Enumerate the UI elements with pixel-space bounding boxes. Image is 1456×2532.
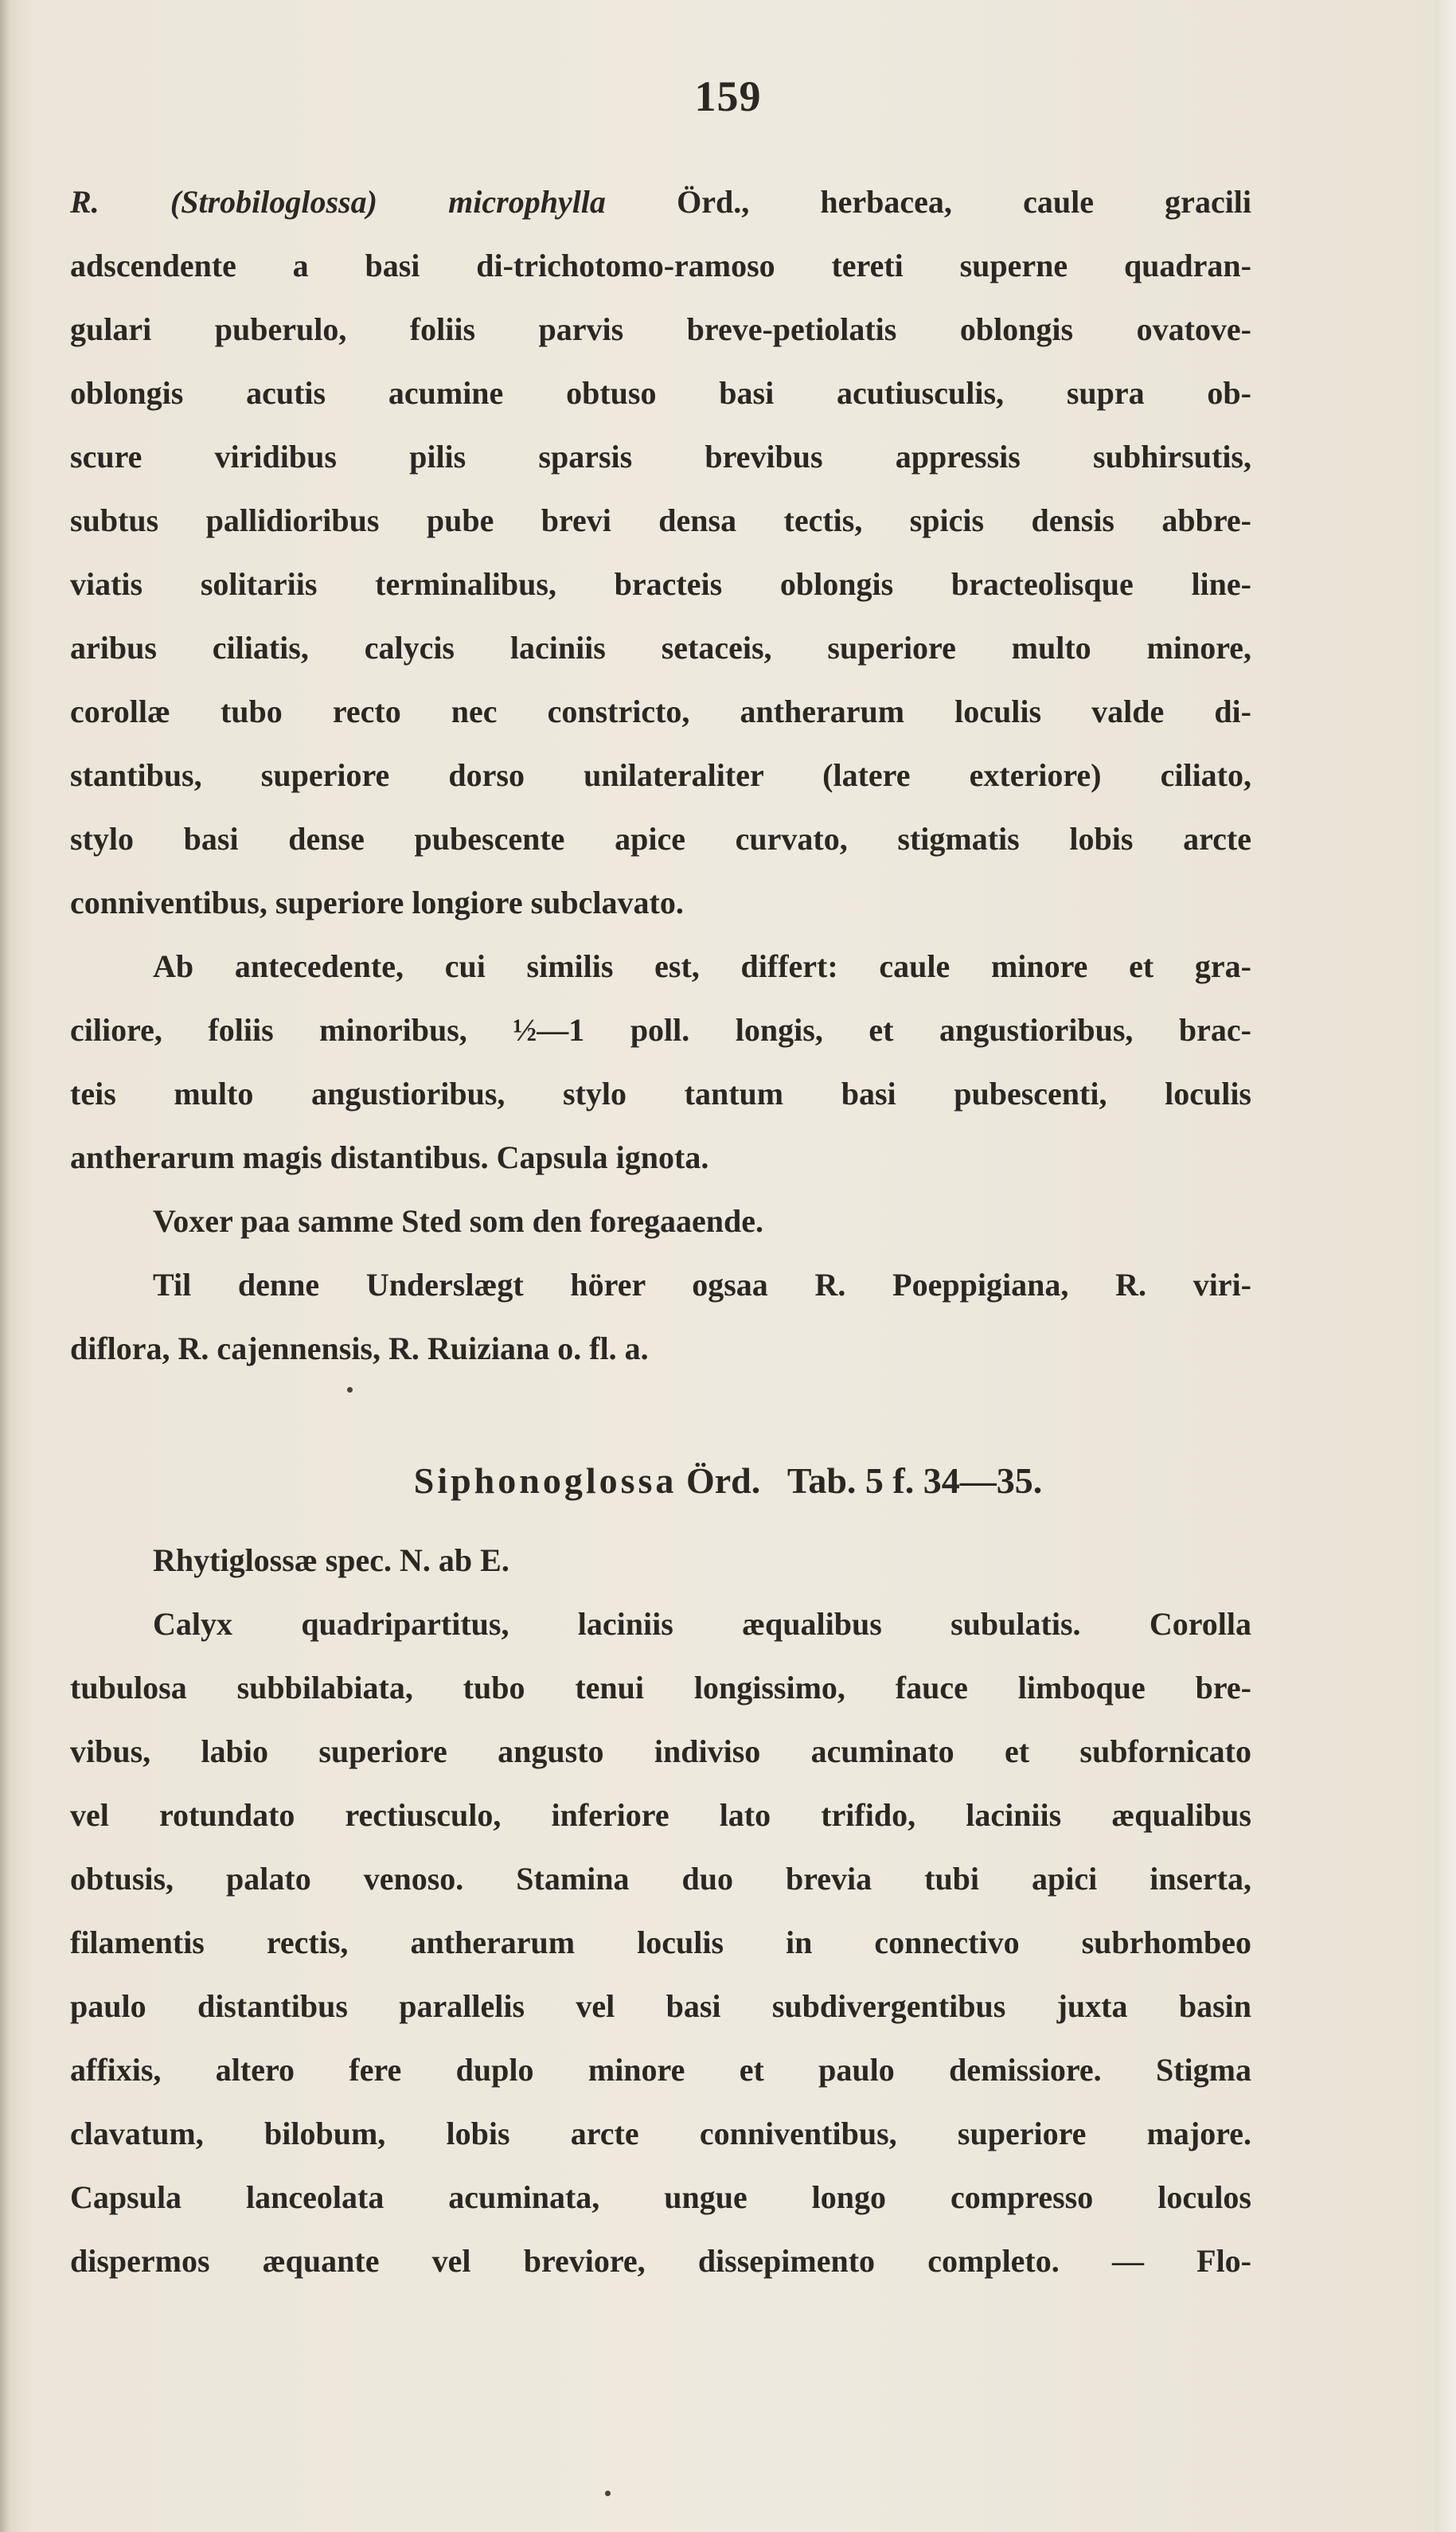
paragraph-2-line: antherarum magis distantibus. Capsula ignota. <box>70 1139 709 1175</box>
paragraph-5-line: paulo distantibus parallelis vel basi subdivergentibus juxta basin <box>70 1988 1251 2024</box>
paragraph-2-line: ciliore, foliis minoribus, ½—1 poll. longis, et angustioribus, brac- <box>70 1012 1251 1048</box>
section-name: (Strobiloglossa) <box>170 184 377 220</box>
paragraph-4-line: diflora, R. cajennensis, R. Ruiziana o. fl. a. <box>70 1330 649 1366</box>
paragraph-5-line: clavatum, bilobum, lobis arcte conniventibus, superiore majore. <box>70 2116 1251 2151</box>
ink-speck <box>605 2491 611 2496</box>
paragraph-5-line: tubulosa subbilabiata, tubo tenui longissimo, fauce limboque bre- <box>70 1670 1251 1706</box>
species-description-start: Örd., herbacea, caule gracili <box>677 184 1252 220</box>
paragraph-1-line: adscendente a basi di-trichotomo-ramoso tereti superne quadran- <box>70 248 1251 283</box>
paragraph-2-line: teis multo angustioribus, stylo tantum basi pubescenti, loculis <box>70 1076 1251 1112</box>
paragraph-5-line: vel rotundato rectiusculo, inferiore lato trifido, laciniis æqualibus <box>70 1797 1251 1833</box>
paragraph-5-line: filamentis rectis, antherarum loculis in connectivo subrhombeo <box>70 1924 1251 1960</box>
section-heading <box>0 1449 1456 1513</box>
page-number: 159 <box>694 72 762 120</box>
page-edge <box>1435 0 1456 2532</box>
paragraph-5-line: Calyx quadripartitus, laciniis æqualibus subulatis. Corolla <box>153 1606 1251 1642</box>
paragraph-1-line: stantibus, superiore dorso unilateraliter (latere exteriore) ciliato, <box>70 757 1251 793</box>
species-name: microphylla <box>448 184 606 220</box>
section-heading-author: Örd. <box>685 1460 761 1501</box>
paragraph-1-line: conniventibus, superiore longiore subclavato. <box>70 885 684 920</box>
page-gutter-shadow <box>0 0 11 2532</box>
paragraph-1-line: viatis solitariis terminalibus, bracteis oblongis bracteolisque line- <box>70 566 1251 602</box>
paragraph-5-line: dispermos æquante vel breviore, dissepimento completo. — Flo- <box>70 2243 1251 2279</box>
paragraph-1-line: gulari puberulo, foliis parvis breve-petiolatis oblongis ovatove- <box>70 311 1251 347</box>
paragraph-1-line: stylo basi dense pubescente apice curvato, stigmatis lobis arcte <box>70 821 1251 857</box>
paragraph-1-line: corollæ tubo recto nec constricto, antherarum loculis valde di- <box>70 694 1251 729</box>
paragraph-3-line: Voxer paa samme Sted som den foregaaende. <box>153 1203 764 1239</box>
paragraph-1-line: scure viridibus pilis sparsis brevibus appressis subhirsutis, <box>70 439 1251 475</box>
paragraph-5-line: obtusis, palato venoso. Stamina duo brevia tubi apici inserta, <box>70 1861 1251 1897</box>
genus-abbreviation: R. <box>70 184 100 220</box>
paragraph-2-line: Ab antecedente, cui similis est, differt: caule minore et gra- <box>153 948 1251 984</box>
paragraph-4-line: Til denne Underslægt hörer ogsaa R. Poeppigiana, R. viri- <box>153 1267 1251 1303</box>
paragraph-1-line: aribus ciliatis, calycis laciniis setaceis, superiore multo minore, <box>70 630 1251 666</box>
ink-speck <box>347 1387 353 1393</box>
section-heading-plate: Tab. 5 f. 34—35. <box>787 1460 1043 1501</box>
paragraph-5-line: affixis, altero fere duplo minore et paulo demissiore. Stigma <box>70 2052 1251 2088</box>
paragraph-1-line: oblongis acutis acumine obtuso basi acutiusculis, supra ob- <box>70 375 1251 411</box>
paragraph-5-line: Capsula lanceolata acuminata, ungue longo compresso loculos <box>70 2179 1251 2215</box>
paragraph-5-line: vibus, labio superiore angusto indiviso acuminato et subfornicato <box>70 1733 1251 1769</box>
paragraph-1-line-1 <box>70 170 1251 234</box>
section-heading-name: Siphonoglossa <box>413 1460 677 1501</box>
paragraph-1-line: subtus pallidioribus pube brevi densa tectis, spicis densis abbre- <box>70 502 1251 538</box>
synonym-line: Rhytiglossæ spec. N. ab E. <box>153 1542 509 1578</box>
